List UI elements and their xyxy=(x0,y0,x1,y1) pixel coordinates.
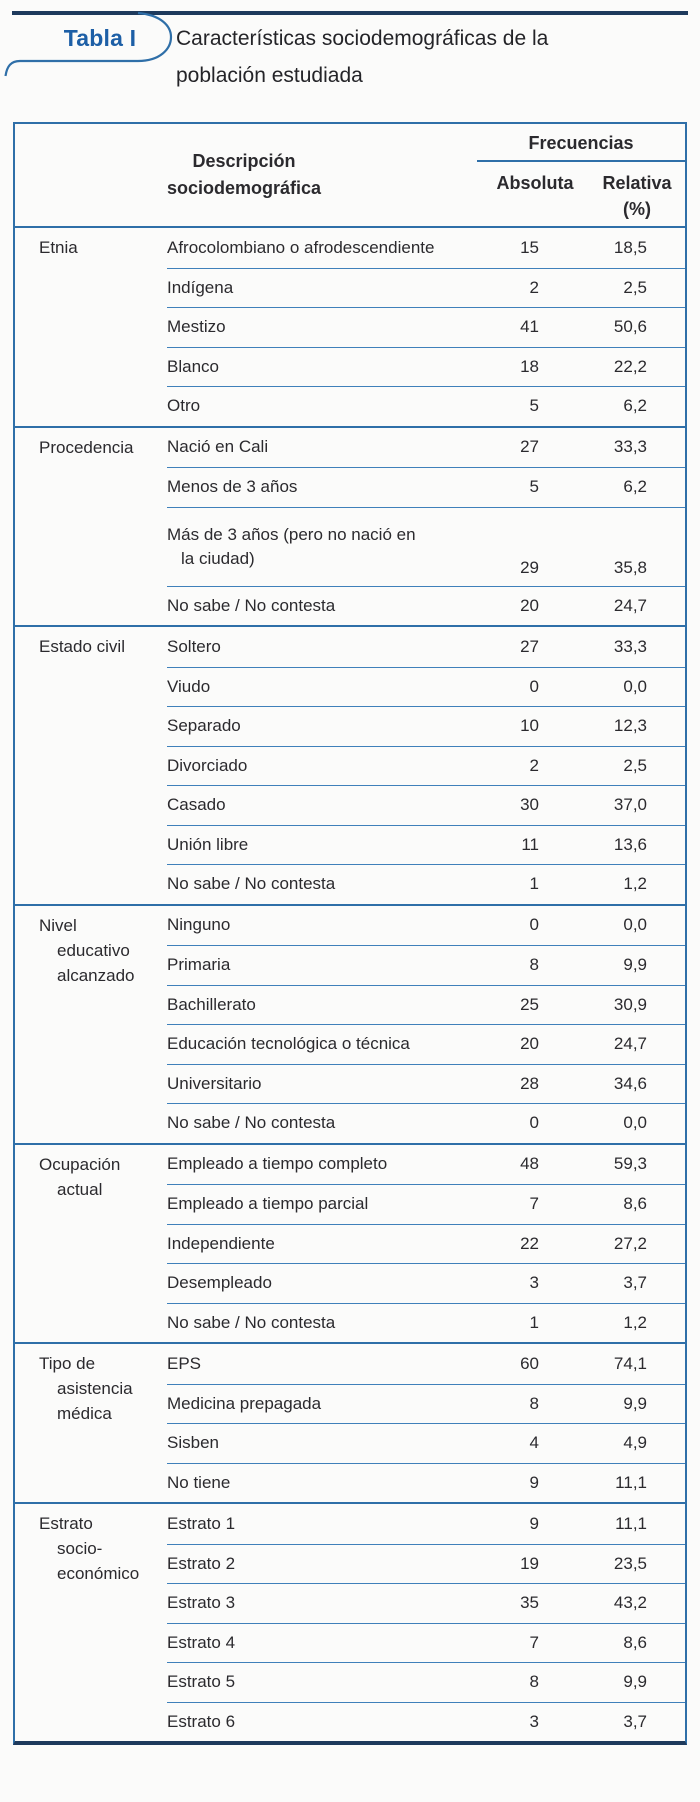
absolute-frequency-cell: 28 xyxy=(520,1073,539,1093)
table-row xyxy=(167,307,685,347)
description-line: Nació en Cali xyxy=(167,437,269,457)
relative-frequency-cell: 33,3 xyxy=(613,636,647,656)
absolute-frequency-cell: 25 xyxy=(520,994,539,1014)
table-row xyxy=(167,785,685,825)
table-header xyxy=(15,124,685,228)
table-row xyxy=(167,985,685,1025)
absolute-frequency-cell: 9 xyxy=(529,1472,539,1492)
description-cell xyxy=(167,1708,451,1736)
relative-header-line: Relativa xyxy=(602,173,672,193)
relative-frequency-cell: 30,9 xyxy=(613,994,647,1014)
description-line: Empleado a tiempo parcial xyxy=(167,1194,369,1214)
relative-frequency-cell: 2,5 xyxy=(623,277,647,297)
table-row xyxy=(167,1463,685,1503)
description-column-header xyxy=(15,124,449,226)
absolute-frequency-cell: 11 xyxy=(521,834,539,854)
description-cell xyxy=(167,673,451,701)
absolute-frequency-cell: 27 xyxy=(520,437,539,457)
relative-frequency-cell: 24,7 xyxy=(613,1034,647,1054)
table-row xyxy=(167,428,685,468)
description-line: Soltero xyxy=(167,636,221,656)
description-cell xyxy=(167,752,451,780)
relative-frequency-cell: 74,1 xyxy=(613,1353,647,1373)
absolute-frequency-cell: 5 xyxy=(529,396,539,416)
table-section xyxy=(15,1143,685,1343)
relative-frequency-cell: 8,6 xyxy=(623,1194,647,1214)
description-line: Unión libre xyxy=(167,834,249,854)
figure-caption xyxy=(176,20,676,94)
table-row xyxy=(167,1184,685,1224)
section-rows xyxy=(167,1504,685,1741)
absolute-frequency-cell: 60 xyxy=(520,1353,539,1373)
description-cell xyxy=(167,1190,451,1218)
category-line: Procedencia xyxy=(39,437,134,457)
table-row xyxy=(167,1263,685,1303)
description-line: Ninguno xyxy=(167,915,231,935)
absolute-frequency-cell: 0 xyxy=(529,915,539,935)
description-cell xyxy=(167,712,451,740)
relative-frequency-cell: 8,6 xyxy=(623,1632,647,1652)
absolute-frequency-cell: 7 xyxy=(529,1632,539,1652)
description-cell xyxy=(167,433,451,461)
description-line: No sabe / No contesta xyxy=(167,1113,336,1133)
absolute-frequency-cell: 2 xyxy=(529,277,539,297)
description-line: Afrocolombiano o afrodescendiente xyxy=(167,237,435,257)
category-line: asistencia xyxy=(57,1379,133,1398)
category-line: alcanzado xyxy=(57,965,135,985)
description-cell xyxy=(167,633,451,661)
relative-frequency-cell: 3,7 xyxy=(623,1273,647,1293)
category-line: actual xyxy=(57,1179,103,1199)
section-rows xyxy=(167,1344,685,1502)
description-line: Educación tecnológica o técnica xyxy=(167,1034,410,1054)
relative-frequency-cell: 9,9 xyxy=(623,1393,647,1413)
category-line: Estrato xyxy=(39,1514,93,1533)
description-cell xyxy=(167,1030,451,1058)
relative-frequency-cell: 0,0 xyxy=(623,1113,647,1133)
description-cell xyxy=(167,870,451,898)
table-row xyxy=(167,906,685,946)
category-cell xyxy=(15,1504,167,1741)
table-row xyxy=(167,1583,685,1623)
section-rows xyxy=(167,906,685,1143)
table-row xyxy=(167,1064,685,1104)
table-row xyxy=(167,1303,685,1343)
description-header-line: sociodemográfica xyxy=(166,178,322,198)
description-cell xyxy=(167,1589,451,1617)
description-line: Estrato 6 xyxy=(167,1711,236,1731)
relative-frequency-cell: 22,2 xyxy=(613,356,647,376)
table-row xyxy=(167,1103,685,1143)
absolute-frequency-cell: 10 xyxy=(520,716,539,736)
relative-frequency-cell: 24,7 xyxy=(613,595,647,615)
absolute-frequency-cell: 22 xyxy=(520,1233,539,1253)
description-cell xyxy=(167,1350,451,1378)
table-row xyxy=(167,667,685,707)
table-row xyxy=(167,507,685,586)
category-line: médica xyxy=(57,1404,112,1423)
description-line: Más de 3 años (pero no nació en xyxy=(167,524,416,544)
description-cell xyxy=(167,791,451,819)
description-cell xyxy=(167,911,451,939)
category-line: Nivel xyxy=(39,915,77,935)
description-line: Estrato 4 xyxy=(167,1632,236,1652)
category-cell xyxy=(15,906,167,1143)
description-line: Otro xyxy=(167,396,201,416)
table-body xyxy=(15,228,685,1741)
description-cell xyxy=(167,1309,451,1337)
relative-frequency-cell: 3,7 xyxy=(623,1711,647,1731)
absolute-frequency-cell: 18 xyxy=(520,356,539,376)
absolute-frequency-cell: 5 xyxy=(529,477,539,497)
relative-frequency-cell: 6,2 xyxy=(623,477,647,497)
category-cell xyxy=(15,1145,167,1343)
category-cell xyxy=(15,627,167,904)
relative-frequency-cell: 9,9 xyxy=(623,955,647,975)
absolute-frequency-cell: 19 xyxy=(520,1553,539,1573)
category-cell xyxy=(15,228,167,426)
relative-frequency-cell: 35,8 xyxy=(613,557,647,577)
category-cell xyxy=(15,428,167,626)
description-line: Mestizo xyxy=(167,317,226,337)
table-row xyxy=(167,945,685,985)
table-section xyxy=(15,426,685,626)
description-cell xyxy=(167,1550,451,1578)
description-cell xyxy=(167,1469,451,1497)
table-row xyxy=(167,1384,685,1424)
frequencies-header: Frecuencias xyxy=(477,124,685,162)
relative-frequency-cell: 9,9 xyxy=(623,1672,647,1692)
table-row xyxy=(167,825,685,865)
description-cell xyxy=(167,1109,451,1137)
relative-column-header xyxy=(595,170,685,226)
description-line: EPS xyxy=(167,1353,202,1373)
table-row xyxy=(167,1544,685,1584)
relative-frequency-cell: 33,3 xyxy=(613,437,647,457)
table-section xyxy=(15,625,685,904)
table-row xyxy=(167,1423,685,1463)
description-line: Indígena xyxy=(167,277,234,297)
description-cell xyxy=(167,991,451,1019)
description-line: Blanco xyxy=(167,356,219,376)
description-cell xyxy=(167,592,451,620)
description-line: Estrato 1 xyxy=(167,1513,236,1533)
category-line: Tipo de xyxy=(39,1354,96,1373)
description-header-line: Descripción xyxy=(192,151,296,171)
absolute-frequency-cell: 20 xyxy=(520,595,539,615)
table-row xyxy=(167,1504,685,1544)
table-row xyxy=(167,627,685,667)
relative-frequency-cell: 0,0 xyxy=(623,676,647,696)
absolute-frequency-cell: 15 xyxy=(520,237,539,257)
relative-frequency-cell: 27,2 xyxy=(613,1233,647,1253)
description-line: Estrato 2 xyxy=(167,1553,236,1573)
relative-frequency-cell: 1,2 xyxy=(623,1312,647,1332)
description-cell xyxy=(167,1269,451,1297)
relative-frequency-cell: 23,5 xyxy=(613,1553,647,1573)
description-line: Sisben xyxy=(167,1433,219,1453)
table-row xyxy=(167,1024,685,1064)
description-line: Menos de 3 años xyxy=(167,477,298,497)
relative-frequency-cell: 0,0 xyxy=(623,915,647,935)
description-line: No sabe / No contesta xyxy=(167,874,336,894)
description-line: Viudo xyxy=(167,676,211,696)
description-line: No tiene xyxy=(167,1472,231,1492)
absolute-frequency-cell: 8 xyxy=(529,1393,539,1413)
description-cell xyxy=(167,353,451,381)
relative-frequency-cell: 34,6 xyxy=(613,1073,647,1093)
description-line: Separado xyxy=(167,716,241,736)
description-cell xyxy=(167,1070,451,1098)
relative-header-line: (%) xyxy=(623,199,651,219)
absolute-frequency-cell: 27 xyxy=(520,636,539,656)
description-line: la ciudad) xyxy=(181,548,255,568)
category-line: económico xyxy=(57,1564,140,1583)
table-row xyxy=(167,467,685,507)
relative-frequency-cell: 11,1 xyxy=(615,1472,647,1492)
caption-line: población estudiada xyxy=(176,64,363,87)
table-row xyxy=(167,1224,685,1264)
absolute-frequency-cell: 7 xyxy=(529,1194,539,1214)
table-row xyxy=(167,586,685,626)
description-line: Estrato 3 xyxy=(167,1593,236,1613)
description-line: Medicina prepagada xyxy=(167,1393,322,1413)
frequencies-header-group xyxy=(449,124,685,226)
description-cell xyxy=(167,1150,451,1178)
description-cell xyxy=(167,313,451,341)
absolute-frequency-cell: 2 xyxy=(529,755,539,775)
absolute-frequency-cell: 0 xyxy=(529,1113,539,1133)
description-cell xyxy=(167,521,451,573)
caption-line: Características sociodemográficas de la xyxy=(176,27,549,50)
description-cell xyxy=(167,1510,451,1538)
absolute-frequency-cell: 8 xyxy=(529,955,539,975)
absolute-frequency-cell: 1 xyxy=(529,874,539,894)
description-cell xyxy=(167,831,451,859)
table-row xyxy=(167,1702,685,1742)
section-rows xyxy=(167,1145,685,1343)
frequency-subheaders xyxy=(449,162,685,226)
category-line: socio- xyxy=(57,1539,103,1558)
absolute-frequency-cell: 35 xyxy=(520,1593,539,1613)
description-line: Estrato 5 xyxy=(167,1672,236,1692)
table-row xyxy=(167,228,685,268)
category-line: educativo xyxy=(57,940,130,960)
table-row xyxy=(167,386,685,426)
table-section xyxy=(15,1342,685,1502)
absolute-column-header: Absoluta xyxy=(496,173,574,193)
table-label: Tabla I xyxy=(63,25,137,51)
absolute-frequency-cell: 29 xyxy=(520,557,539,577)
relative-frequency-cell: 43,2 xyxy=(613,1593,647,1613)
sociodemographic-table xyxy=(13,122,687,1745)
relative-frequency-cell: 18,5 xyxy=(613,237,647,257)
relative-frequency-cell: 2,5 xyxy=(623,755,647,775)
section-rows xyxy=(167,428,685,626)
absolute-frequency-cell: 41 xyxy=(520,317,539,337)
description-cell xyxy=(167,1629,451,1657)
category-line: Etnia xyxy=(39,238,78,257)
table-row xyxy=(167,864,685,904)
absolute-frequency-cell: 3 xyxy=(529,1711,539,1731)
absolute-frequency-cell: 4 xyxy=(529,1433,539,1453)
description-line: Primaria xyxy=(167,955,231,975)
absolute-frequency-cell: 20 xyxy=(520,1034,539,1054)
relative-frequency-cell: 13,6 xyxy=(613,834,647,854)
description-cell xyxy=(167,392,451,420)
relative-frequency-cell: 6,2 xyxy=(623,396,647,416)
description-cell xyxy=(167,1668,451,1696)
table-row xyxy=(167,1662,685,1702)
table-row xyxy=(167,1623,685,1663)
relative-frequency-cell: 37,0 xyxy=(613,795,647,815)
description-line: No sabe / No contesta xyxy=(167,1312,336,1332)
description-cell xyxy=(167,473,451,501)
description-cell xyxy=(167,274,451,302)
table-row xyxy=(167,1344,685,1384)
relative-frequency-cell: 50,6 xyxy=(613,317,647,337)
section-rows xyxy=(167,627,685,904)
absolute-frequency-cell: 30 xyxy=(520,795,539,815)
absolute-frequency-cell: 0 xyxy=(529,676,539,696)
table-row xyxy=(167,706,685,746)
table-row xyxy=(167,1145,685,1185)
description-line: Independiente xyxy=(167,1233,275,1253)
table-section xyxy=(15,904,685,1143)
category-line: Estado civil xyxy=(39,637,125,656)
table-row xyxy=(167,268,685,308)
description-cell xyxy=(167,1429,451,1457)
relative-frequency-cell: 4,9 xyxy=(623,1433,647,1453)
description-cell xyxy=(167,1230,451,1258)
relative-frequency-cell: 12,3 xyxy=(613,716,647,736)
table-section xyxy=(15,228,685,426)
relative-frequency-cell: 11,1 xyxy=(615,1513,647,1533)
section-rows xyxy=(167,228,685,426)
description-line: Desempleado xyxy=(167,1273,272,1293)
table-section xyxy=(15,1502,685,1741)
relative-frequency-cell: 59,3 xyxy=(613,1154,647,1174)
absolute-frequency-cell: 9 xyxy=(529,1513,539,1533)
relative-frequency-cell: 1,2 xyxy=(623,874,647,894)
absolute-frequency-cell: 8 xyxy=(529,1672,539,1692)
description-line: Universitario xyxy=(167,1073,262,1093)
description-cell xyxy=(167,1390,451,1418)
table-row xyxy=(167,347,685,387)
category-line: Ocupación xyxy=(39,1154,121,1174)
figure-header xyxy=(0,0,700,122)
absolute-frequency-cell: 3 xyxy=(529,1273,539,1293)
absolute-frequency-cell: 1 xyxy=(529,1312,539,1332)
description-line: Casado xyxy=(167,795,226,815)
category-cell xyxy=(15,1344,167,1502)
description-line: Empleado a tiempo completo xyxy=(167,1154,388,1174)
absolute-frequency-cell: 48 xyxy=(520,1154,539,1174)
description-line: No sabe / No contesta xyxy=(167,595,336,615)
description-line: Bachillerato xyxy=(167,994,256,1014)
description-cell xyxy=(167,234,451,262)
description-cell xyxy=(167,951,451,979)
description-line: Divorciado xyxy=(167,755,248,775)
table-row xyxy=(167,746,685,786)
